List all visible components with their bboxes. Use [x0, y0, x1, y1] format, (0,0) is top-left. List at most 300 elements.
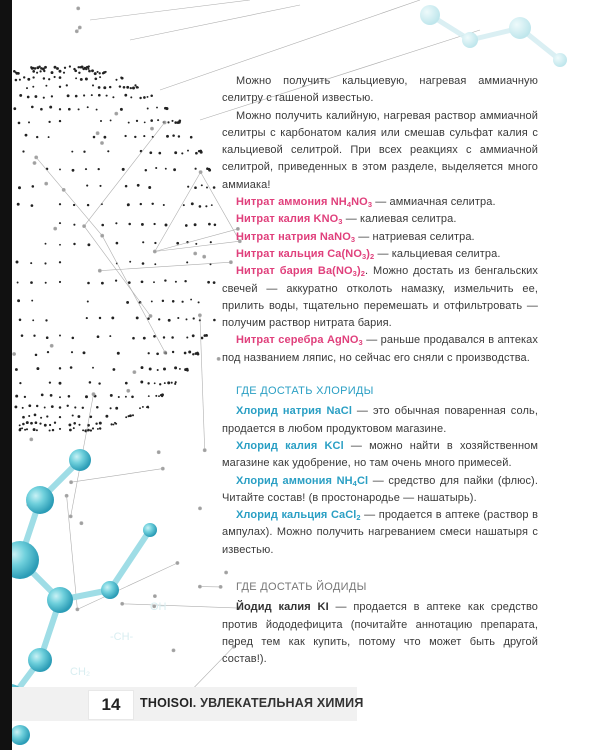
sphere-dot: [47, 351, 49, 353]
sphere-dot: [168, 319, 171, 322]
sphere-dot: [73, 224, 75, 226]
sphere-dot: [69, 429, 72, 432]
sphere-dot: [147, 108, 149, 110]
sphere-dot: [43, 97, 45, 99]
network-node: [76, 608, 79, 611]
sphere-dot: [150, 95, 153, 98]
sphere-dot: [13, 107, 16, 110]
sphere-dot: [17, 282, 19, 284]
sphere-dot: [156, 107, 158, 109]
sphere-dot: [104, 136, 107, 139]
sphere-dot: [148, 395, 150, 397]
sphere-dot: [97, 71, 99, 73]
sphere-dot: [115, 79, 117, 81]
sphere-dot: [44, 262, 46, 264]
sphere-dot: [128, 281, 131, 284]
sphere-dot: [88, 70, 91, 73]
sphere-dot: [130, 96, 132, 98]
sphere-dot: [82, 429, 84, 431]
network-node: [45, 182, 48, 185]
network-line: [155, 172, 201, 251]
sphere-dot: [70, 366, 73, 369]
sphere-dot: [115, 279, 117, 281]
sphere-dot: [110, 119, 112, 121]
sphere-dot: [88, 68, 90, 70]
sphere-dot: [136, 316, 139, 319]
network-node: [217, 357, 220, 360]
network-node: [172, 649, 175, 652]
sphere-dot: [54, 422, 56, 424]
sphere-dot: [199, 205, 202, 208]
sphere-dot: [63, 72, 65, 74]
sphere-dot: [213, 281, 216, 284]
network-node: [77, 7, 80, 10]
chloride-item: Хлорид кальция CaCl$_2$ — продается в аптеке (раствор в ампулах). Можно получить нагреванием смеси нашатыря с известью.: [222, 509, 539, 556]
sphere-dot: [45, 243, 47, 245]
sphere-dot: [115, 222, 117, 224]
sphere-dot: [194, 223, 197, 226]
sphere-dot: [115, 407, 118, 410]
sphere-dot: [171, 120, 173, 122]
sphere-dot: [186, 369, 189, 372]
network-node: [203, 255, 206, 258]
sphere-dot: [166, 107, 169, 110]
sphere-dot: [174, 366, 177, 369]
network-node: [203, 449, 206, 452]
sphere-dot: [181, 152, 183, 154]
sphere-dot: [15, 368, 18, 371]
sphere-dot: [130, 87, 132, 89]
page-footer: [0, 687, 600, 723]
sphere-dot: [99, 185, 101, 187]
sphere-dot: [154, 263, 156, 265]
sphere-dot: [123, 86, 126, 89]
sphere-dot: [86, 317, 88, 319]
network-node: [70, 481, 73, 484]
sphere-dot: [195, 152, 198, 155]
sphere-dot: [107, 150, 109, 152]
chloride-item: Хлорид натрия NaCl — это обычная поваренная соль, продается в любом продуктовом магазине.: [222, 405, 538, 435]
sphere-dot: [143, 337, 146, 340]
sphere-dot: [40, 108, 43, 111]
sphere-dot: [163, 204, 165, 206]
sphere-dot: [23, 76, 25, 78]
sphere-dot: [125, 185, 128, 188]
sphere-dot: [125, 382, 128, 385]
sphere-dot: [49, 106, 52, 109]
sphere-dot: [59, 244, 61, 246]
sphere-dot: [109, 86, 111, 88]
sphere-dot: [64, 67, 66, 69]
sphere-dot: [148, 186, 151, 189]
sphere-dot: [32, 319, 34, 321]
sphere-dot: [155, 395, 157, 397]
sphere-dot: [34, 95, 37, 98]
sphere-dot: [43, 77, 45, 79]
network-line: [90, 0, 250, 20]
network-node: [100, 141, 103, 144]
sphere-dot: [35, 421, 38, 424]
sphere-dot: [144, 121, 146, 123]
sphere-dot: [136, 120, 138, 122]
sphere-dot: [132, 87, 135, 90]
sphere-dot: [185, 224, 188, 227]
sphere-dot: [74, 69, 77, 72]
sphere-dot: [92, 367, 94, 369]
sphere-dot: [166, 135, 169, 138]
network-node: [157, 451, 160, 454]
iodides-heading: ГДЕ ДОСТАТЬ ЙОДИДЫ: [236, 581, 367, 594]
sphere-dot: [139, 97, 141, 99]
network-node: [96, 132, 99, 135]
network-node: [153, 595, 156, 598]
sphere-dot: [122, 168, 125, 171]
sphere-dot: [158, 395, 160, 397]
sphere-dot: [54, 76, 56, 78]
sphere-dot: [68, 395, 71, 398]
sphere-dot: [54, 66, 57, 69]
sphere-dot: [59, 108, 61, 110]
sphere-dot: [178, 135, 180, 137]
sphere-dot: [21, 334, 24, 337]
sphere-dot: [213, 186, 216, 189]
sphere-dot: [192, 334, 195, 337]
sphere-dot: [142, 241, 144, 243]
sphere-dot: [132, 414, 134, 416]
sphere-dot: [187, 186, 189, 188]
sphere-dot: [98, 382, 100, 384]
sphere-dot: [142, 406, 144, 408]
sphere-dot: [117, 352, 120, 355]
sphere-dot: [35, 354, 38, 357]
sphere-dot: [59, 416, 61, 418]
sphere-dot: [75, 77, 77, 79]
sphere-dot: [210, 241, 212, 243]
book-title: THOISOI. УВЛЕКАТЕЛЬНАЯ ХИМИЯ: [140, 696, 364, 710]
sphere-dot: [24, 429, 26, 431]
sphere-dot: [188, 351, 191, 354]
sphere-dot: [91, 69, 94, 72]
sphere-dot: [139, 407, 141, 409]
sphere-dot: [172, 300, 175, 303]
nitrate-item: Нитрат бария $Ba(NO_3)_2$. Можно достать из бенгальских свечей — аккуратно отколоть намазку, измельчить ее, прилить воды, тщательно перемешать и отфильтровать — получим раствор нитрата бария.: [222, 265, 538, 330]
sphere-dot: [78, 108, 80, 110]
sphere-dot: [59, 261, 61, 263]
sphere-dot: [167, 121, 169, 123]
sphere-dot: [191, 202, 194, 205]
sphere-dot: [71, 151, 73, 153]
network-line: [71, 469, 163, 483]
sphere-dot: [26, 87, 28, 89]
sphere-dot: [173, 168, 176, 171]
sphere-dot: [184, 280, 186, 282]
sphere-dot: [211, 204, 213, 206]
sphere-dot: [105, 71, 107, 73]
sphere-dot: [25, 134, 28, 137]
sphere-dot: [67, 405, 69, 407]
sphere-dot: [165, 168, 167, 170]
sphere-dot: [83, 351, 86, 354]
sphere-dot: [99, 72, 101, 74]
network-line: [130, 5, 300, 40]
sphere-dot: [83, 151, 85, 153]
sphere-dot: [163, 368, 166, 371]
sphere-dot: [190, 299, 192, 301]
formula-watermarks: [70, 601, 167, 678]
sphere-dot: [39, 70, 41, 72]
sphere-dot: [85, 395, 88, 398]
sphere-dot: [73, 422, 76, 425]
sphere-dot: [22, 416, 25, 419]
sphere-dot: [22, 423, 25, 426]
iodide-item: Йодид калия KI — продается в аптеке как средство против йододефицита (почитайте аннотацию препарата, перед тем как купить, потому что может быть другой состав!).: [222, 601, 539, 666]
sphere-dot: [36, 136, 38, 138]
sphere-dot: [48, 78, 50, 80]
sphere-dot: [137, 86, 139, 88]
sphere-dot: [175, 381, 177, 383]
sphere-dot: [153, 223, 155, 225]
sphere-dot: [198, 301, 200, 303]
sphere-dot: [125, 396, 127, 398]
sphere-dot: [17, 203, 20, 206]
sphere-dot: [92, 427, 94, 429]
sphere-dot: [162, 300, 164, 302]
sphere-dot: [73, 204, 75, 206]
sphere-dot: [143, 135, 145, 137]
nitrate-item: Нитрат серебра AgNO$_3$ — раньше продавался в аптеках под названием ляпис, но сейчас его сняли с производства.: [222, 334, 539, 364]
sphere-dot: [126, 301, 129, 304]
network-line: [36, 157, 102, 235]
svg-text:OH: OH: [150, 601, 167, 613]
sphere-dot: [59, 203, 61, 205]
network-node: [83, 225, 86, 228]
sphere-dot: [124, 135, 126, 137]
sphere-dot: [141, 280, 144, 283]
sphere-dot: [59, 396, 61, 398]
sphere-dot: [44, 407, 46, 409]
chloride-item: Хлорид калия KCl — можно найти в хозяйственном магазине как удобрение, но там очень много примесей.: [222, 439, 538, 470]
sphere-dot: [68, 108, 71, 111]
sphere-dot: [95, 423, 97, 425]
sphere-dot: [78, 72, 80, 74]
sphere-dot: [151, 203, 153, 205]
sphere-dot: [32, 70, 35, 73]
sphere-dot: [88, 65, 90, 67]
sphere-dot: [131, 396, 134, 399]
sphere-dot: [140, 203, 142, 205]
sphere-dot: [111, 423, 113, 425]
sphere-dot: [124, 94, 127, 97]
network-node: [163, 121, 166, 124]
sphere-dot: [30, 262, 32, 264]
sphere-dot: [98, 86, 101, 89]
sphere-dot: [48, 136, 50, 138]
sphere-dot: [197, 353, 200, 356]
sphere-dot: [109, 335, 111, 337]
sphere-dot: [92, 84, 94, 86]
sphere-dot: [93, 136, 96, 139]
sphere-dot: [28, 415, 30, 417]
page-edge: [0, 0, 12, 750]
sphere-dot: [157, 119, 159, 121]
paragraph: Можно получить калийную, нагревая раствор аммиачной селитры с карбонатом калия или смешав сульфат калия с кальциевой селитрой. При всех реакциях с аммиачной селитрой, приведенных в этом разделе, выделяется много аммиака!: [222, 109, 538, 191]
sphere-dot: [59, 406, 62, 409]
sphere-dot: [49, 381, 51, 383]
network-node: [69, 515, 72, 518]
sphere-dot: [174, 151, 177, 154]
svg-text:CH₂: CH₂: [70, 666, 91, 678]
sphere-dot: [19, 79, 21, 81]
sphere-dot: [50, 394, 53, 397]
network-node: [149, 314, 152, 317]
sphere-dot: [186, 261, 188, 263]
network-node: [194, 252, 197, 255]
sphere-dot: [145, 169, 147, 171]
sphere-dot: [51, 405, 54, 408]
sphere-dot: [184, 352, 187, 355]
sphere-dot: [176, 242, 179, 245]
sphere-dot: [195, 243, 197, 245]
sphere-dot: [129, 261, 131, 263]
sphere-dot: [171, 382, 173, 384]
sphere-dot: [59, 281, 61, 283]
sphere-dot: [30, 422, 33, 425]
sphere-dot: [132, 337, 135, 340]
sphere-dot: [149, 368, 152, 371]
sphere-dot: [91, 94, 93, 96]
sphere-dot: [34, 67, 37, 70]
sphere-dot: [201, 184, 203, 186]
sphere-dot: [36, 405, 38, 407]
network-line: [100, 262, 231, 271]
sphere-dot: [22, 150, 24, 152]
sphere-dot: [115, 423, 117, 425]
network-node: [92, 393, 95, 396]
sphere-dot: [187, 150, 189, 152]
network-node: [121, 602, 124, 605]
network-node: [198, 507, 201, 510]
sphere-dot: [129, 414, 132, 417]
sphere-dot: [72, 414, 74, 416]
sphere-dot: [137, 184, 140, 187]
chlorides-heading: ГДЕ ДОСТАТЬ ХЛОРИДЫ: [236, 385, 374, 398]
sphere-dot: [89, 381, 92, 384]
network-node: [80, 522, 83, 525]
sphere-dot: [121, 77, 123, 79]
sphere-dot: [33, 428, 36, 431]
sphere-dot: [30, 281, 33, 284]
sphere-dot: [179, 368, 181, 370]
sphere-dot: [59, 86, 61, 88]
sphere-dot: [69, 65, 71, 67]
sphere-dot: [153, 281, 155, 283]
sphere-dot: [87, 300, 89, 302]
sphere-dot: [51, 95, 53, 97]
sphere-dot: [127, 203, 130, 206]
sphere-dot: [32, 86, 34, 88]
sphere-dot: [67, 94, 70, 97]
sphere-dot: [31, 106, 34, 109]
sphere-dot: [31, 204, 34, 207]
sphere-dot: [116, 242, 119, 245]
sphere-dot: [19, 94, 22, 97]
sphere-dot: [46, 415, 48, 417]
faint-molecules: [430, 15, 560, 60]
sphere-dot: [87, 243, 90, 246]
network-node: [13, 352, 16, 355]
sphere-dot: [94, 72, 97, 75]
network-node: [153, 250, 156, 253]
sphere-dot: [100, 120, 102, 122]
sphere-dot: [147, 382, 149, 384]
network-node: [198, 585, 201, 588]
sphere-dot: [41, 394, 44, 397]
sphere-dot: [150, 119, 153, 122]
paragraph: Можно получить кальциевую, нагревая аммиачную селитру с гашеной известью.: [222, 75, 538, 105]
sphere-dot: [17, 299, 20, 302]
sphere-dot: [56, 67, 59, 70]
sphere-dot: [59, 222, 61, 224]
sphere-dot: [99, 317, 101, 319]
sphere-dot: [86, 185, 88, 187]
network-node: [78, 26, 81, 29]
sphere-dot: [31, 300, 33, 302]
sphere-dot: [161, 393, 164, 396]
sphere-dot: [87, 429, 90, 432]
sphere-dot: [22, 407, 24, 409]
sphere-dot: [99, 422, 102, 425]
sphere-dot: [85, 168, 87, 170]
sphere-dot: [44, 424, 47, 427]
sphere-dot: [147, 96, 149, 98]
network-node: [33, 161, 36, 164]
sphere-dot: [98, 168, 100, 170]
sphere-dot: [171, 336, 174, 339]
sphere-dot: [66, 84, 68, 86]
sphere-dot: [49, 424, 51, 426]
sphere-dot: [192, 353, 194, 355]
sphere-dot: [186, 336, 188, 338]
sphere-dot: [153, 335, 156, 338]
sphere-dot: [85, 78, 88, 81]
sphere-dot: [28, 121, 30, 123]
sphere-dot: [59, 168, 61, 170]
sphere-dot: [158, 152, 161, 155]
sphere-dot: [14, 405, 17, 408]
network-node: [30, 438, 33, 441]
sphere-dot: [49, 429, 51, 431]
sphere-dot: [119, 85, 121, 87]
sphere-dot: [164, 382, 166, 384]
sphere-dot: [21, 427, 23, 429]
sphere-dot: [43, 70, 45, 72]
sphere-dot: [120, 108, 123, 111]
sphere-dot: [154, 242, 156, 244]
sphere-dot: [110, 394, 113, 397]
sphere-dot: [32, 76, 34, 78]
sphere-dot: [24, 396, 26, 398]
network-node: [176, 561, 179, 564]
sphere-dot: [27, 96, 30, 99]
sphere-dot: [151, 300, 153, 302]
network-node: [133, 371, 136, 374]
sphere-dot: [59, 367, 61, 369]
sphere-dot: [40, 417, 42, 419]
network-line: [84, 226, 150, 316]
sphere-dot: [195, 168, 197, 170]
sphere-dot: [164, 279, 166, 281]
sphere-dot: [77, 415, 80, 418]
